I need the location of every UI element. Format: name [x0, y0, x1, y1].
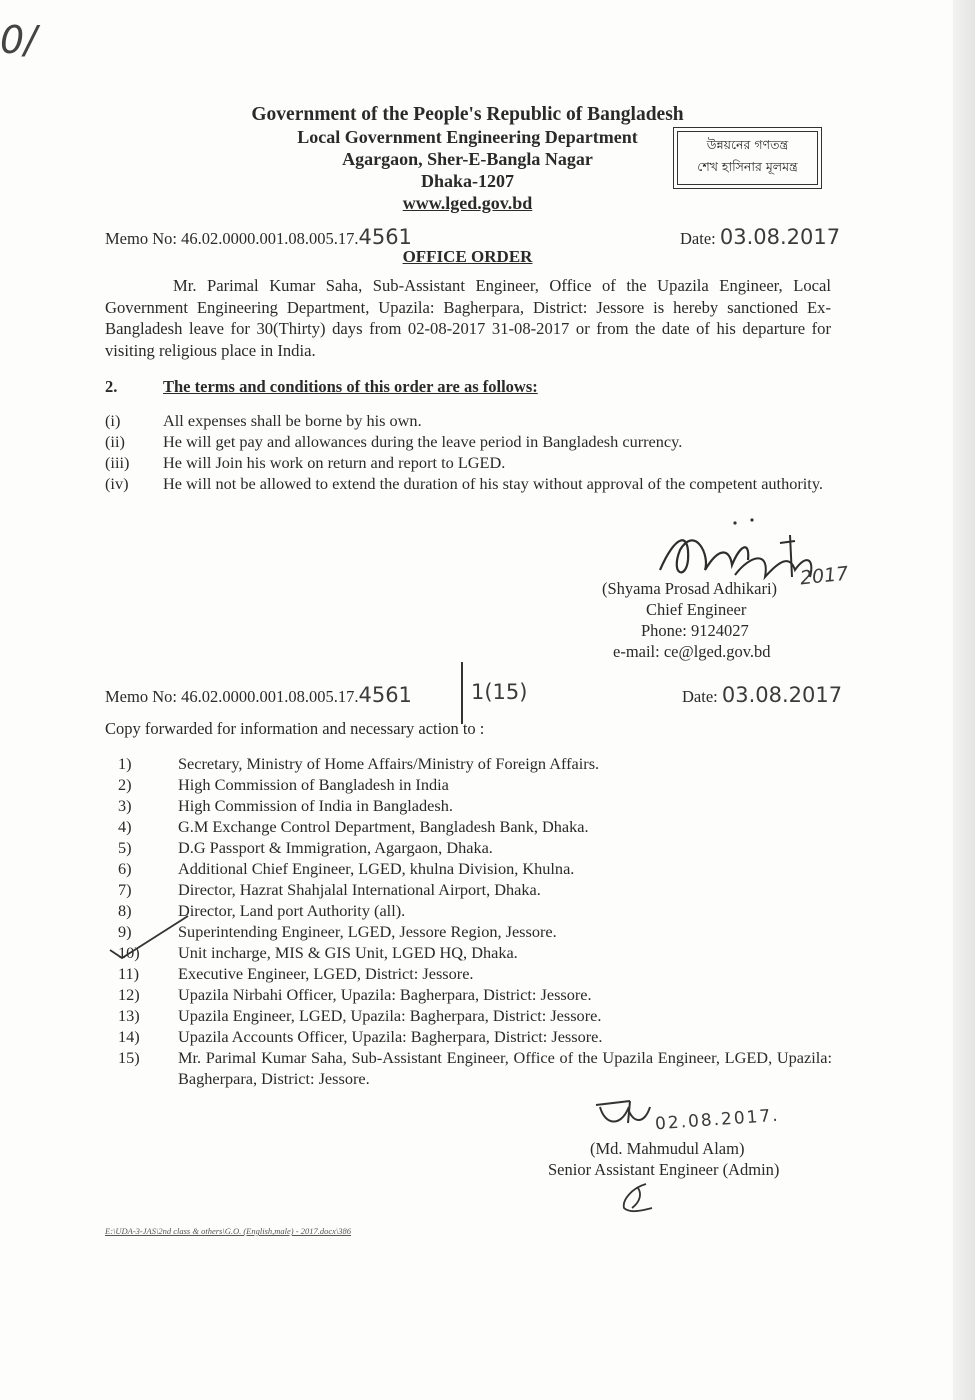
- terms-heading-text: The terms and conditions of this order are as follows:: [163, 377, 538, 396]
- list-item: [118, 858, 832, 879]
- signature-year-handwritten: 2017: [798, 562, 850, 590]
- item-number: 15): [118, 1048, 140, 1067]
- list-item: [118, 942, 832, 963]
- item-text: Upazila Engineer, LGED, Upazila: Bagherpara, District: Jessore.: [178, 1006, 602, 1025]
- item-text: Secretary, Ministry of Home Affairs/Ministry of Foreign Affairs.: [178, 754, 600, 773]
- list-item: [118, 900, 832, 921]
- list-item: [105, 473, 831, 494]
- item-number: 13): [118, 1006, 140, 1025]
- senior-engineer-initials-signature: [590, 1095, 660, 1135]
- signatory-1-email[interactable]: e-mail: ce@lged.gov.bd: [613, 642, 771, 661]
- signatory-2-date-handwritten: 02.08.2017.: [654, 1105, 781, 1135]
- list-item: [105, 431, 831, 452]
- item-number: (iii): [105, 453, 130, 472]
- terms-heading: [163, 377, 538, 397]
- item-number: 8): [118, 901, 132, 920]
- list-item: [118, 774, 832, 795]
- item-text: Upazila Accounts Officer, Upazila: Bagherpara, District: Jessore.: [178, 1027, 603, 1046]
- document-file-path: E:\UDA-3-JAS\2nd class & others\G.O. (English,male) - 2017.docx\386: [105, 1226, 351, 1236]
- corner-handwritten-mark: 0/: [0, 18, 37, 62]
- date-handwritten: 03.08.2017: [721, 683, 843, 707]
- terms-list: [105, 410, 831, 494]
- memo-date-line: [680, 225, 840, 249]
- item-number: 5): [118, 838, 132, 857]
- item-text: Director, Land port Authority (all).: [178, 901, 406, 920]
- date-label: Date:: [680, 229, 716, 248]
- item-text: Additional Chief Engineer, LGED, khulna Division, Khulna.: [178, 859, 575, 878]
- date-label: Date:: [682, 687, 718, 706]
- scanned-page-edge: [953, 0, 975, 1400]
- list-item: [118, 1026, 832, 1047]
- item-text: Executive Engineer, LGED, District: Jessore.: [178, 964, 474, 983]
- item-number: 3): [118, 796, 132, 815]
- list-item: [105, 452, 831, 473]
- list-item: [118, 963, 832, 984]
- item-text: Upazila Nirbahi Officer, Upazila: Bagherpara, District: Jessore.: [178, 985, 592, 1004]
- motto-line-2: শেখ হাসিনার মূলমন্ত্র: [697, 159, 798, 174]
- handwritten-tick-mark: [100, 912, 200, 962]
- order-paragraph-block: [105, 275, 831, 361]
- item-text: G.M Exchange Control Department, Bangladesh Bank, Dhaka.: [178, 817, 589, 836]
- signatory-2-name: (Md. Mahmudul Alam): [590, 1139, 745, 1158]
- department-name: Local Government Engineering Department: [297, 127, 638, 147]
- handwritten-divider: [461, 662, 463, 724]
- memo-2-number-line: [105, 683, 412, 707]
- memo-2-date-line: [682, 683, 842, 707]
- government-title: Government of the People's Republic of Bangladesh: [251, 104, 684, 125]
- list-item: [118, 921, 832, 942]
- item-text: Mr. Parimal Kumar Saha, Sub-Assistant Engineer, Office of the Upazila Engineer, LGED, Upazila: Bagherpara, District: Jessore.: [178, 1048, 832, 1088]
- website-link[interactable]: www.lged.gov.bd: [402, 193, 533, 213]
- item-number: 7): [118, 880, 132, 899]
- item-number: 4): [118, 817, 132, 836]
- item-number: 12): [118, 985, 140, 1004]
- list-item: [118, 1005, 832, 1026]
- copy-forwarded-line: Copy forwarded for information and necessary action to :: [105, 719, 485, 738]
- terms-number: 2.: [105, 377, 118, 396]
- memo-label: Memo No: 46.02.0000.001.08.005.17.: [105, 229, 359, 248]
- item-number: (iv): [105, 474, 129, 493]
- motto-line-1: উন্নয়নের গণতন্ত্র: [706, 137, 789, 152]
- memo-number-handwritten: 4561: [358, 225, 412, 249]
- item-text: D.G Passport & Immigration, Agargaon, Dhaka.: [178, 838, 493, 857]
- item-text: High Commission of India in Bangladesh.: [178, 796, 453, 815]
- item-text: He will get pay and allowances during the leave period in Bangladesh currency.: [163, 432, 683, 451]
- item-number: 11): [118, 964, 140, 983]
- item-number: 6): [118, 859, 132, 878]
- signatory-1-phone: Phone: 9124027: [641, 621, 749, 640]
- order-paragraph: Mr. Parimal Kumar Saha, Sub-Assistant Engineer, Office of the Upazila Engineer, Local Government Engineering Department, Upazila: Bagherpara, District: Jessore is hereby sanctioned Ex-Bangladesh leave for 30(Thirty) days from 02-08-2017 31-08-2017 or from the date of his departure for visiting religious place in India.: [105, 276, 831, 360]
- item-number: 10): [118, 943, 140, 962]
- memo-number-line: [105, 225, 412, 249]
- memo-2-suffix-handwritten: 1(15): [471, 680, 528, 704]
- item-number: 9): [118, 922, 132, 941]
- item-number: (i): [105, 411, 121, 430]
- signatory-1-title: Chief Engineer: [646, 600, 747, 619]
- recipients-list: [118, 753, 832, 1089]
- signatory-1-name: (Shyama Prosad Adhikari): [602, 579, 778, 598]
- item-text: Superintending Engineer, LGED, Jessore Region, Jessore.: [178, 922, 557, 941]
- item-text: High Commission of Bangladesh in India: [178, 775, 449, 794]
- handwritten-flourish: [612, 1178, 662, 1218]
- office-order-title: OFFICE ORDER: [402, 247, 533, 266]
- date-handwritten: 03.08.2017: [719, 225, 841, 249]
- list-item: [118, 816, 832, 837]
- item-number: 1): [118, 754, 132, 773]
- list-item: [118, 879, 832, 900]
- item-number: 2): [118, 775, 132, 794]
- memo-2-label: Memo No: 46.02.0000.001.08.005.17.: [105, 687, 359, 706]
- item-text: He will not be allowed to extend the duration of his stay without approval of the competent authority.: [163, 474, 823, 493]
- item-text: Unit incharge, MIS & GIS Unit, LGED HQ, Dhaka.: [178, 943, 518, 962]
- list-item: [105, 410, 831, 431]
- memo-2-number-handwritten: 4561: [358, 683, 412, 707]
- list-item: [118, 795, 832, 816]
- item-text: Director, Hazrat Shahjalal International Airport, Dhaka.: [178, 880, 541, 899]
- address-line-2: Dhaka-1207: [420, 171, 514, 191]
- list-item: [118, 837, 832, 858]
- item-text: All expenses shall be borne by his own.: [163, 411, 422, 430]
- list-item: [118, 984, 832, 1005]
- item-number: 14): [118, 1027, 140, 1046]
- item-number: (ii): [105, 432, 125, 451]
- motto-box: [673, 127, 822, 189]
- item-text: He will Join his work on return and report to LGED.: [163, 453, 506, 472]
- list-item: [118, 753, 832, 774]
- list-item: [118, 1047, 832, 1089]
- signatory-2-title: Senior Assistant Engineer (Admin): [548, 1160, 780, 1179]
- address-line-1: Agargaon, Sher-E-Bangla Nagar: [342, 149, 593, 169]
